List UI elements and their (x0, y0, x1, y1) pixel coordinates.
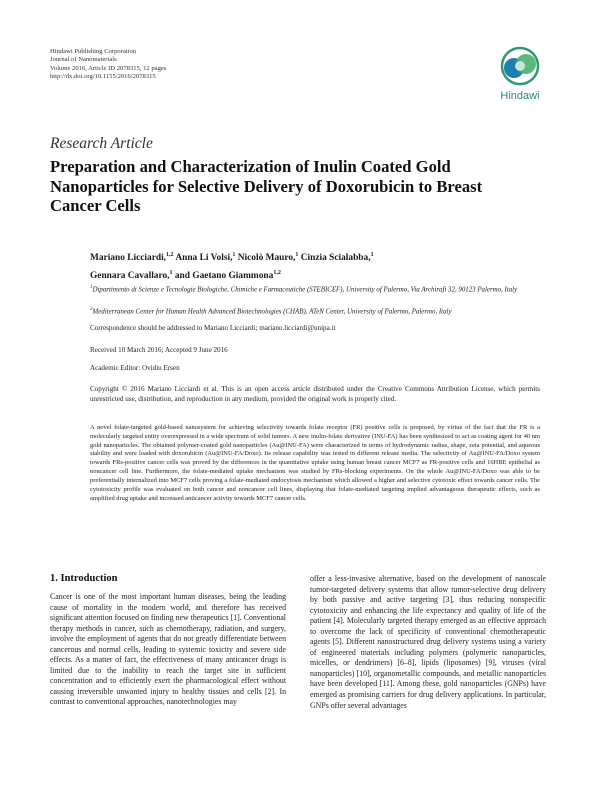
hindawi-logo-icon (492, 44, 548, 90)
introduction-column-left: Cancer is one of the most important human diseases, being the leading cause of mortality in the modern world, and therefore has received significant attention focused on finding new therapeutics [1]. Conventional therapy methods in cancer, such as chemotherapy, radiation, and surgery, involve the employment of agents that do not greatly differentiate between cancerous and normal cells, leading to systemic toxicity and severe side effects. As a matter of fact, the effectiveness of many anticancer drugs is limited due to the inability to reach the target site in sufficient concentration and to efficiently exert the pharmacological effect without causing irreversible unwanted injury to healthy tissues and cells [2]. In contrast to conventional approaches, nanotechnologies may (50, 592, 286, 707)
volume-info: Volume 2016, Article ID 2078315, 12 pages (50, 64, 167, 72)
academic-editor: Academic Editor: Ovidiu Ersen (90, 364, 180, 372)
author[interactable]: Anna Li Volsi,$^1$ (175, 252, 236, 264)
abstract: A novel folate-targeted gold-based nanosystem for achieving selectivity towards folate receptor (FR) positive cells is proposed, by virtue of the fact that the FR is a molecularly targeted entity overexpressed in a wide spectrum of solid tumors. A new inulin-folate derivative (INU-FA) has been synthesized to act as coating agent for 40 nm gold nanoparticles. The obtained polymer-coated gold nanoparticles (Au@INU-FA) were characterized in terms of hydrodynamic radius, shape, zeta potential, and aqueous stability and were loaded with doxorubicin (Au@INU-FA/Doxo). Its release capability was tested in different release media. The selectivity of Au@INU-FA/Doxo system towards FRs-positive cancer cells was proved by the differences in the quantitative uptake using human breast cancer MCF7 as FR-positive cells and 16HBE epithelial as noncancer cell line. Furthermore, the folate-mediated uptake mechanism was studied by FRs-blocking experiments. On the whole Au@INU-FA/Doxo was able to be preferentially internalized into MCF7 cells proving a folate-mediated endocytosis mechanism which allowed a higher and selective cytotoxic effect towards cancer cells. The cytotoxicity profile was evaluated on both cancer and noncancer cell lines, displaying that folate-mediated targeting implied advantageous therapeutic effects, such as amplified drug uptake and increased anticancer activity towards MCF7 cancer cells. (90, 424, 540, 502)
journal-name: Journal of Nanomaterials (50, 56, 117, 64)
section-heading-introduction: 1. Introduction (50, 573, 118, 584)
paper-title: Preparation and Characterization of Inulin Coated Gold Nanoparticles for Selective Delivery of Doxorubicin to Breast Cancer Cells (50, 157, 483, 215)
publisher-name: Hindawi Publishing Corporation (50, 48, 137, 55)
hindawi-logo (492, 44, 548, 108)
affiliation-1: $^1$Dipartimento di Scienze e Tecnologie Biologiche, Chimiche e Farmaceutiche (STEBICEF), University of Palermo, Via Archirafi 32, 90123 Palermo, Italy (90, 285, 518, 294)
logo-text: Hindawi (500, 90, 540, 102)
article-type: Research Article (50, 135, 153, 152)
introduction-column-right: offer a less-invasive alternative, based on the development of nanoscale tumor-targeted delivery systems that allow tumor-selective drug delivery by both passive and active targeting [3], thus reducing nonspecific cytotoxicity and enhancing the life expectancy and quality of life of the patient [4]. Molecularly targeted therapy emerged as an effective approach to overcome the lack of specificity of conventional chemotherapeutic agents [5]. Different nanostructured drug delivery systems using a variety of engineered materials including polymers (polymeric nanoparticles, micelles, or dendrimers) [6–8], lipids (liposomes) [9], viruses (viral nanoparticles) [10], organometallic compounds, and metallic nanoparticles have been developed [11]. Among these, gold nanoparticles (GNPs) have emerged as promising carriers for drug delivery applications. In particular, GNPs offer several advantages (310, 574, 546, 710)
author[interactable]: Cinzia Scialabba,$^1$ (300, 252, 374, 264)
affiliation-2: $^2$Mediterranean Center for Human Health Advanced Biotechnologies (CHAB), ATeN Center, University of Palermo, Palermo, Italy (90, 307, 452, 316)
author[interactable]: Gennara Cavallaro,$^1$ (90, 269, 173, 281)
journal-header (50, 48, 166, 82)
author-list (90, 248, 520, 283)
author[interactable]: Mariano Licciardi,$^{1,2}$ (90, 252, 174, 264)
author[interactable]: and Gaetano Giammona$^{1,2}$ (174, 269, 281, 281)
correspondence: Correspondence should be addressed to Mariano Licciardi; mariano.licciardi@unipa.it (90, 324, 336, 332)
received-accepted-dates: Received 10 March 2016; Accepted 9 June 2016 (90, 346, 228, 354)
copyright-notice: Copyright © 2016 Mariano Licciardi et al. This is an open access article distributed under the Creative Commons Attribution License, which permits unrestricted use, distribution, and reproduction in any medium, provided the original work is properly cited. (90, 385, 540, 403)
author[interactable]: Nicolò Mauro,$^1$ (237, 252, 299, 264)
doi-link[interactable]: http://dx.doi.org/10.1155/2016/2078315 (50, 73, 156, 81)
